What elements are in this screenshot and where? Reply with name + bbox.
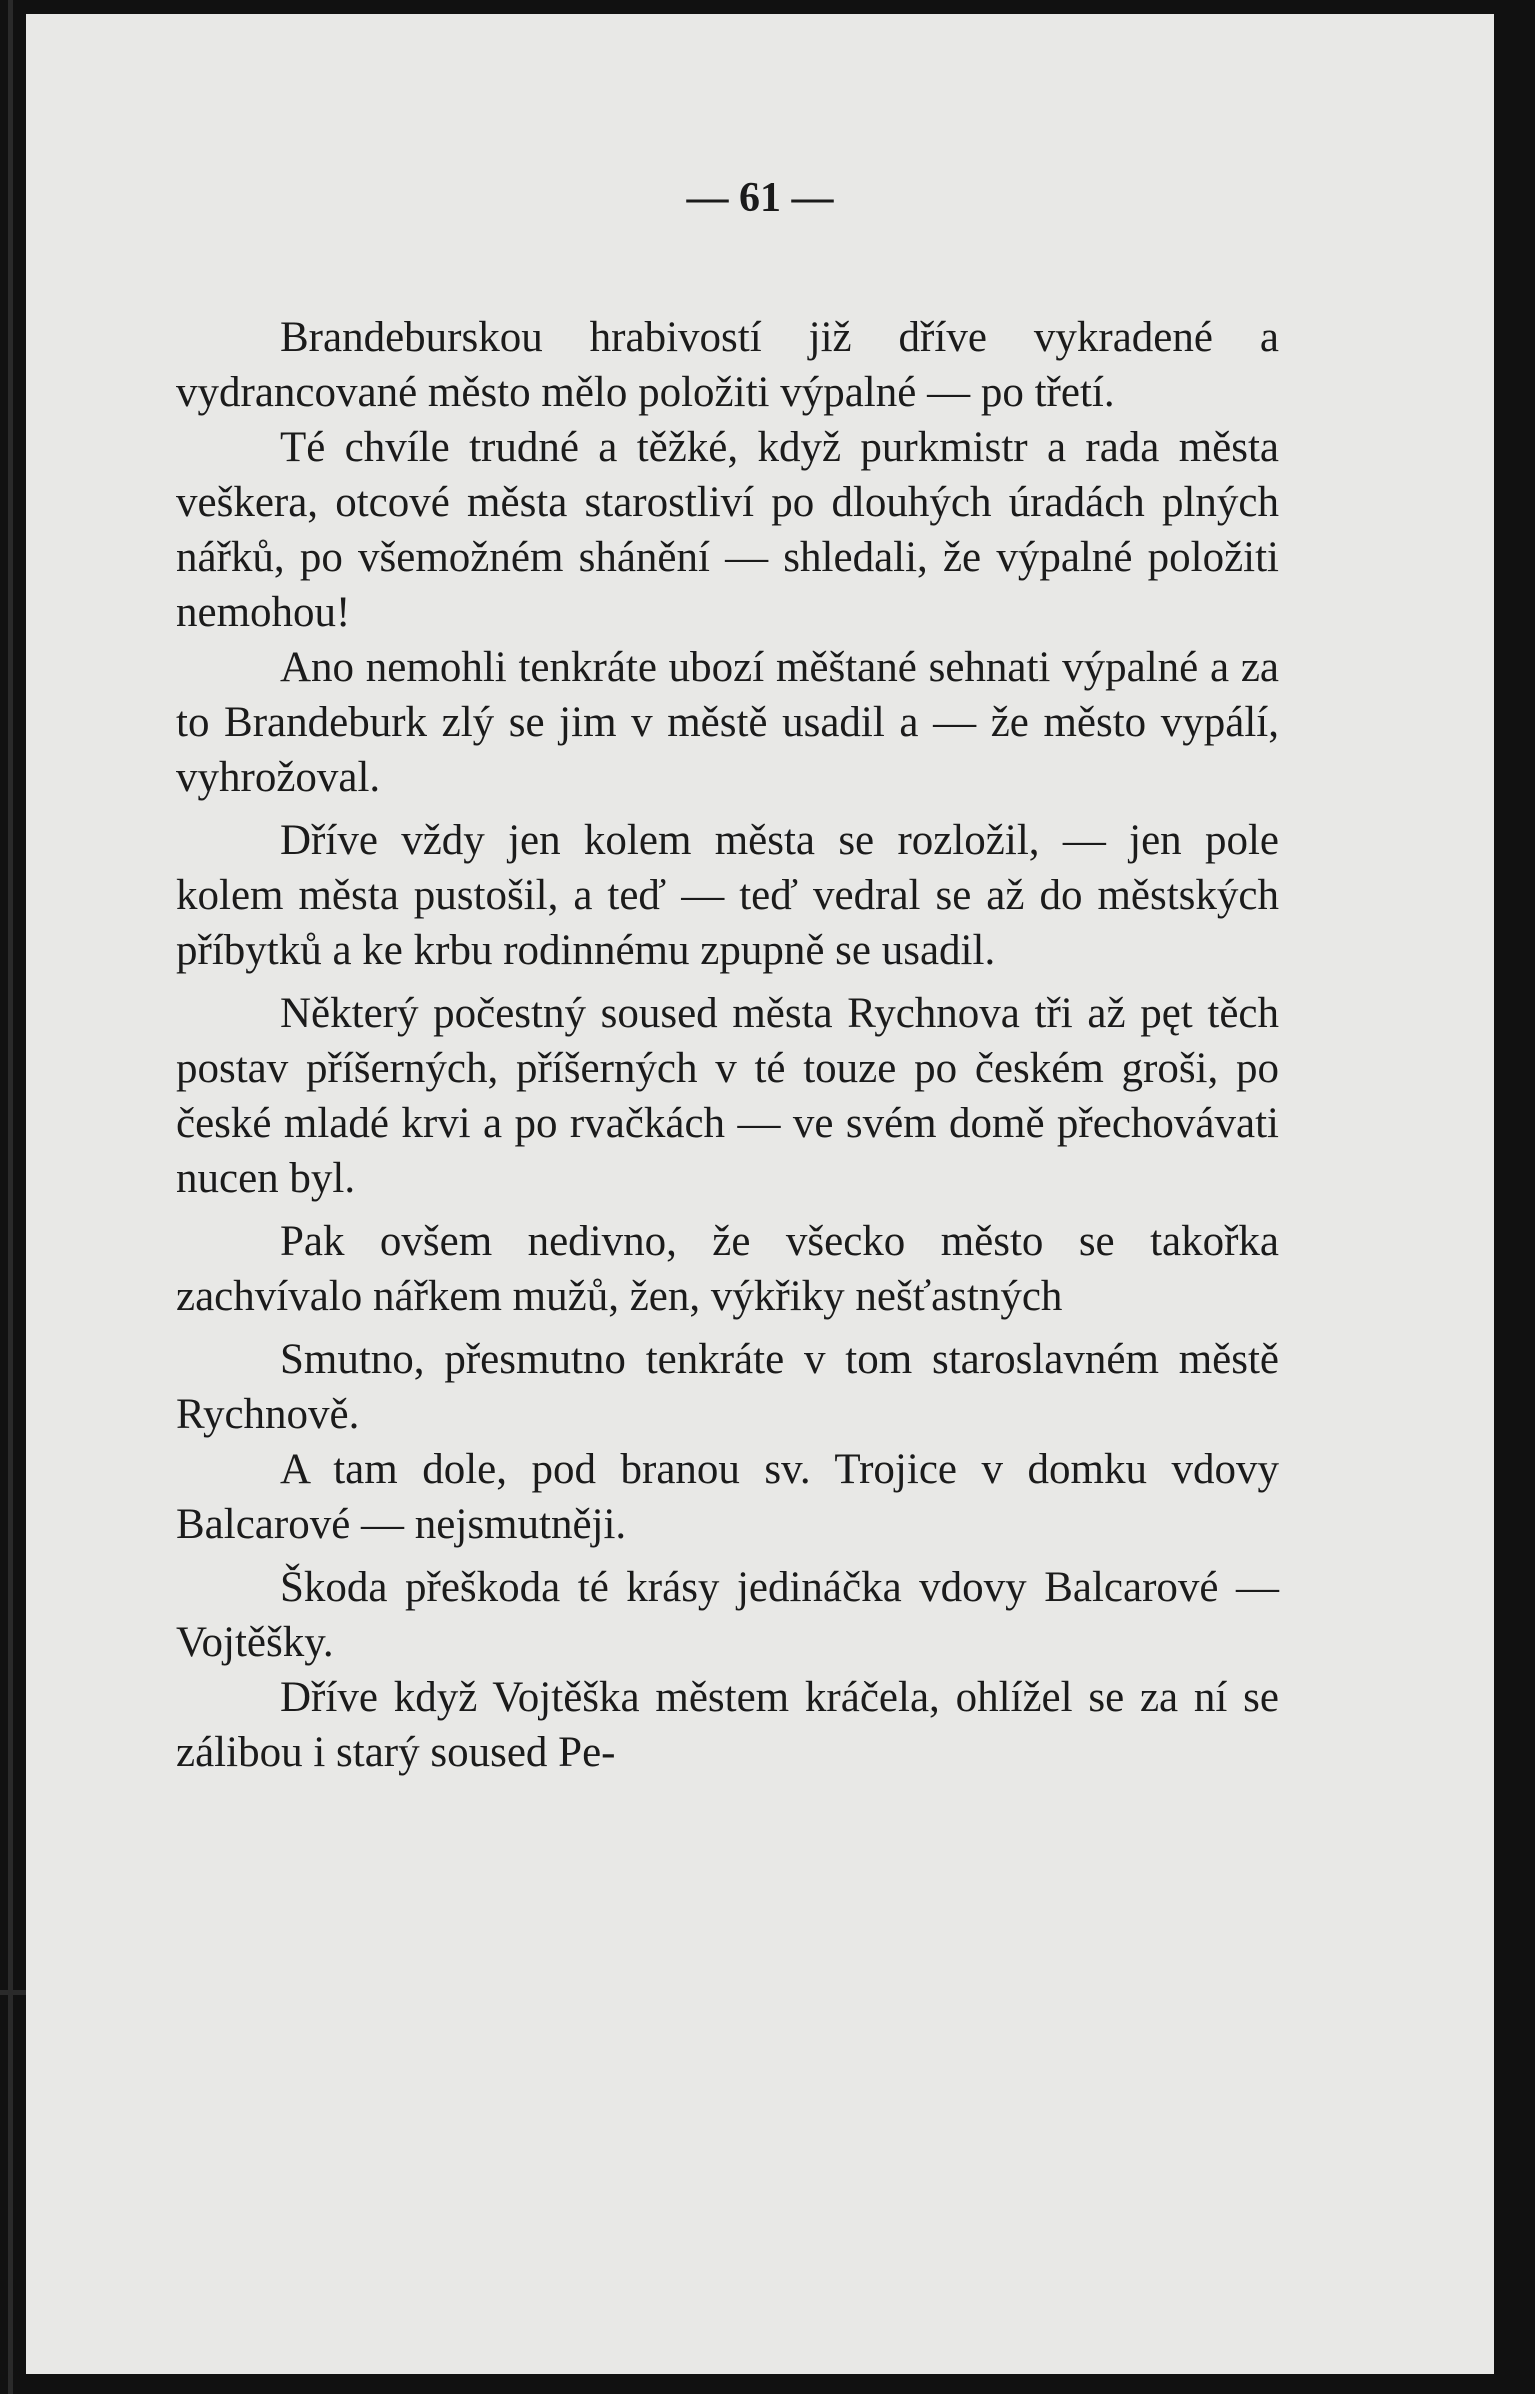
paragraph: Dříve když Vojtěška městem kráčela, ohlížel se za ní se zálibou i starý soused Pe- <box>176 1674 1279 1776</box>
paragraph: Pak ovšem nedivno, že všecko město se takořka zachvívalo nářkem mužů, žen, výkřiky nešťastných <box>176 1218 1279 1320</box>
paragraph: Brandeburskou hrabivostí již dříve vykradené a vydrancované město mělo položiti výpalné — po třetí. <box>176 314 1279 416</box>
page-number: — 61 — <box>686 175 834 221</box>
paragraph: Dříve vždy jen kolem města se rozložil, — jen pole kolem města pustošil, a teď — teď vedral se až do městských příbytků a ke krbu rodinnému zpupně se usadil. <box>176 817 1279 974</box>
paragraph: Smutno, přesmutno tenkráte v tom staroslavném městě Rychnově. <box>176 1336 1279 1438</box>
paragraph: A tam dole, pod branou sv. Trojice v domku vdovy Balcarové — nejsmutněji. <box>176 1446 1279 1548</box>
body-text <box>176 310 1279 1780</box>
paragraph: Ano nemohli tenkráte ubozí měštané sehnati výpalné a za to Brandeburk zlý se jim v městě usadil a — že město vypálí, vyhrožoval. <box>176 644 1279 801</box>
book-page <box>26 14 1494 2374</box>
paragraph: Té chvíle trudné a těžké, když purkmistr a rada města veškera, otcové města starostliví po dlouhých úradách plných nářků, po všemožném shánění — shledali, že výpalné položiti nemohou! <box>176 424 1279 636</box>
paragraph: Škoda přeškoda té krásy jedináčka vdovy Balcarové — Vojtěšky. <box>176 1564 1279 1666</box>
scan-edge-line <box>8 0 13 2394</box>
paragraph: Některý počestný soused města Rychnova tři až pęt těch postav příšerných, příšerných v té touze po českém groši, po české mladé krvi a po rvačkách — ve svém domě přechovávati nucen byl. <box>176 990 1279 1202</box>
